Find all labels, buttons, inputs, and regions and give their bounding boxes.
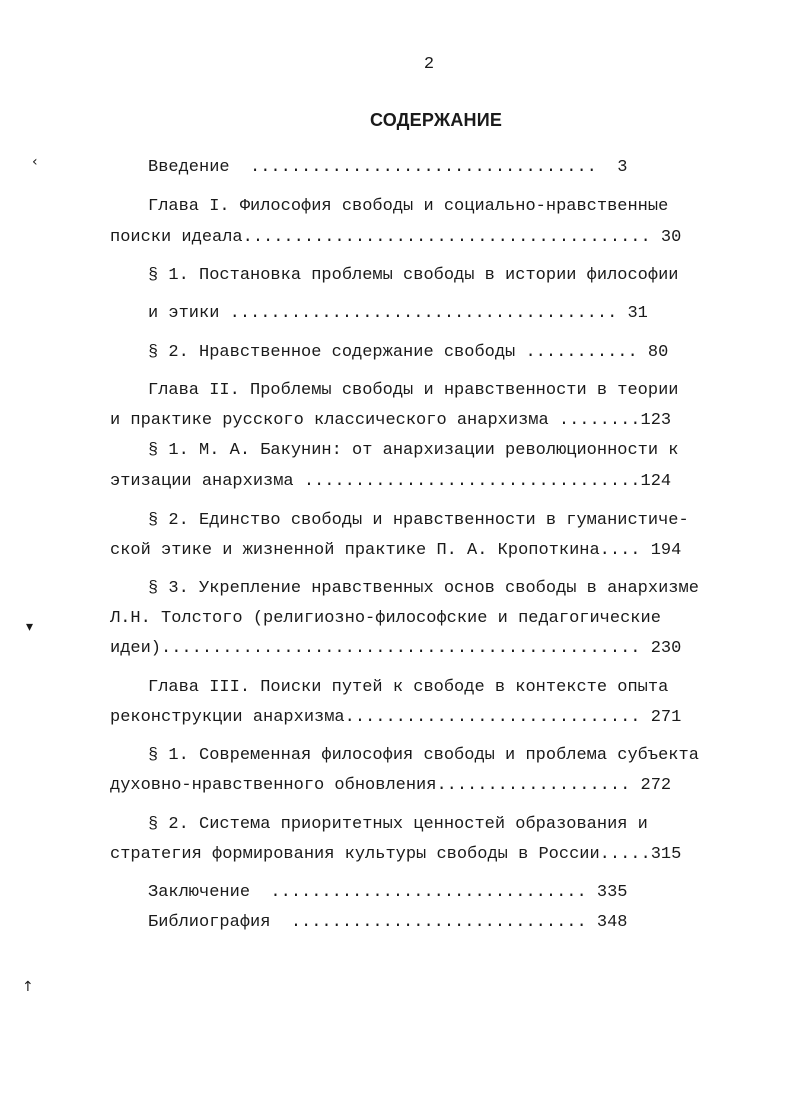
toc-entry-chapter-2-line-1: Глава II. Проблемы свободы и нравственности в теории bbox=[148, 381, 679, 400]
toc-entry-introduction: Введение .................................. 3 bbox=[148, 158, 628, 177]
toc-entry-chapter-3-line-2: реконструкции анархизма............................. 271 bbox=[110, 708, 682, 727]
toc-title: СОДЕРЖАНИЕ bbox=[369, 110, 503, 130]
toc-entry-ch2-sec1-line-1: § 1. М. А. Бакунин: от анархизации революционности к bbox=[148, 441, 679, 460]
toc-entry-ch3-sec2-line-2: стратегия формирования культуры свободы в России.....315 bbox=[110, 845, 682, 864]
scan-tick-bottom-mark: ↑ bbox=[22, 979, 34, 995]
toc-entry-bibliography: Библиография ............................. 348 bbox=[148, 913, 628, 932]
toc-entry-ch2-sec3-line-2: Л.Н. Толстого (религиозно-философские и педагогические bbox=[110, 609, 661, 628]
toc-entry-chapter-3-line-1: Глава III. Поиски путей к свободе в контексте опыта bbox=[148, 678, 669, 697]
toc-entry-ch1-sec2: § 2. Нравственное содержание свободы ........... 80 bbox=[148, 343, 669, 362]
scan-arrow-mark: ▾ bbox=[26, 619, 34, 635]
toc-entry-ch1-sec1-line-2: и этики ...................................... 31 bbox=[148, 304, 648, 323]
toc-entry-ch2-sec2-line-2: ской этике и жизненной практике П. А. Кропоткина.... 194 bbox=[110, 541, 682, 560]
toc-entry-ch2-sec3-line-3: идеи)............................................... 230 bbox=[110, 639, 682, 658]
toc-entry-chapter-1-line-2: поиски идеала........................................ 30 bbox=[110, 228, 682, 247]
toc-entry-ch2-sec1-line-2: этизации анархизма .................................124 bbox=[110, 472, 672, 491]
toc-entry-conclusion: Заключение ............................... 335 bbox=[148, 883, 628, 902]
toc-entry-chapter-1-line-1: Глава I. Философия свободы и социально-нравственные bbox=[148, 197, 669, 216]
toc-entry-chapter-2-line-2: и практике русского классического анархизма ........123 bbox=[110, 411, 672, 430]
toc-entry-ch1-sec1-line-1: § 1. Постановка проблемы свободы в истории философии bbox=[148, 266, 679, 285]
toc-entry-ch2-sec2-line-1: § 2. Единство свободы и нравственности в гуманистиче- bbox=[148, 511, 689, 530]
toc-entry-ch3-sec1-line-1: § 1. Современная философия свободы и проблема субъекта bbox=[148, 746, 699, 765]
scan-tick-top-mark: ‹ bbox=[32, 154, 38, 170]
toc-entry-ch3-sec1-line-2: духовно-нравственного обновления................... 272 bbox=[110, 776, 672, 795]
toc-entry-ch2-sec3-line-1: § 3. Укрепление нравственных основ свободы в анархизме bbox=[148, 579, 699, 598]
toc-entry-ch3-sec2-line-1: § 2. Система приоритетных ценностей образования и bbox=[148, 815, 648, 834]
page-number: 2 bbox=[423, 55, 435, 74]
